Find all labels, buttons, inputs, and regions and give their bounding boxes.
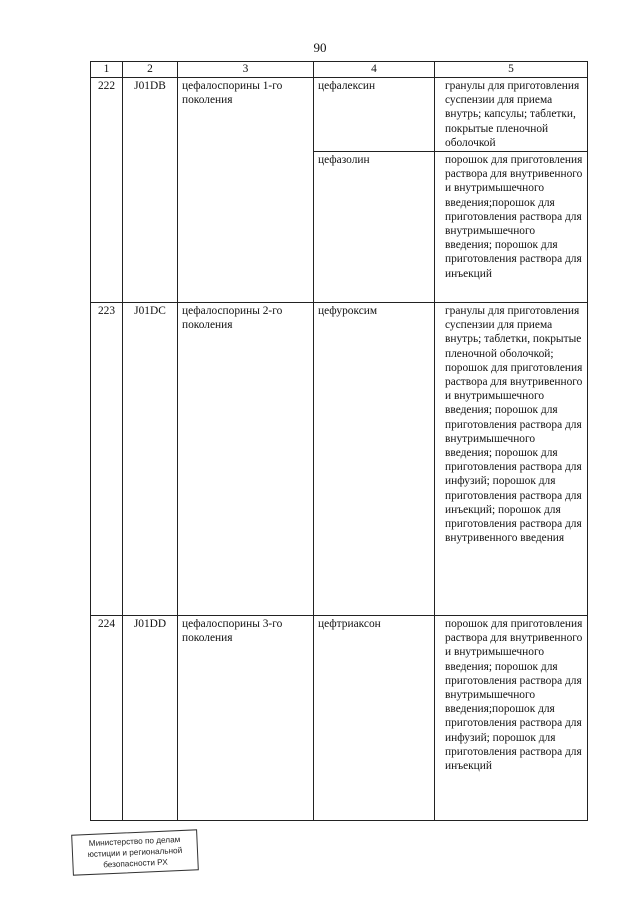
ministry-stamp bbox=[71, 829, 199, 875]
table-row bbox=[91, 78, 588, 152]
drug-group: цефалоспорины 2-го поколения bbox=[178, 303, 314, 616]
dosage-form: гранулы для приготовления суспензии для приема внутрь; капсулы; таблетки, покрытые пленочной оболочкой bbox=[435, 78, 588, 152]
stamp-line: безопасности РХ bbox=[103, 857, 168, 870]
drug-name: цефалексин bbox=[314, 78, 435, 152]
drug-table bbox=[90, 61, 588, 821]
stamp-line: юстиции и региональной bbox=[87, 845, 183, 860]
table-header-row bbox=[91, 62, 588, 78]
drug-name: цефуроксим bbox=[314, 303, 435, 616]
table-row bbox=[91, 303, 588, 616]
drug-name: цефазолин bbox=[314, 152, 435, 303]
column-header: 2 bbox=[123, 62, 178, 78]
dosage-form: гранулы для приготовления суспензии для приема внутрь; таблетки, покрытые пленочной оболочкой; порошок для приготовления раствора для внутривенного и внутримышечного введения; порошок для приготовления раствора для внутримышечного введения; порошок для приготовления раствора для инфузий; порошок для приготовления раствора для инъекций; порошок для приготовления раствора для внутривенного введения bbox=[435, 303, 588, 616]
row-number: 223 bbox=[91, 303, 123, 616]
drug-group: цефалоспорины 1-го поколения bbox=[178, 78, 314, 303]
column-header: 5 bbox=[435, 62, 588, 78]
atc-code: J01DC bbox=[123, 303, 178, 616]
column-header: 1 bbox=[91, 62, 123, 78]
dosage-form: порошок для приготовления раствора для внутривенного и внутримышечного введения;порошок для приготовления раствора для внутримышечного введения; порошок для приготовления раствора для инъекций bbox=[435, 152, 588, 303]
drug-group: цефалоспорины 3-го поколения bbox=[178, 616, 314, 821]
page-number: 90 bbox=[313, 40, 327, 55]
atc-code: J01DB bbox=[123, 78, 178, 303]
atc-code: J01DD bbox=[123, 616, 178, 821]
drug-name: цефтриаксон bbox=[314, 616, 435, 821]
column-header: 4 bbox=[314, 62, 435, 78]
stamp-line: Министерство по делам bbox=[88, 835, 181, 849]
column-header: 3 bbox=[178, 62, 314, 78]
table-row bbox=[91, 616, 588, 821]
dosage-form: порошок для приготовления раствора для внутривенного и внутримышечного введения; порошок для приготовления раствора для внутримышечного введения;порошок для приготовления раствора для инфузий; порошок для приготовления раствора для инъекций bbox=[435, 616, 588, 821]
row-number: 222 bbox=[91, 78, 123, 303]
row-number: 224 bbox=[91, 616, 123, 821]
